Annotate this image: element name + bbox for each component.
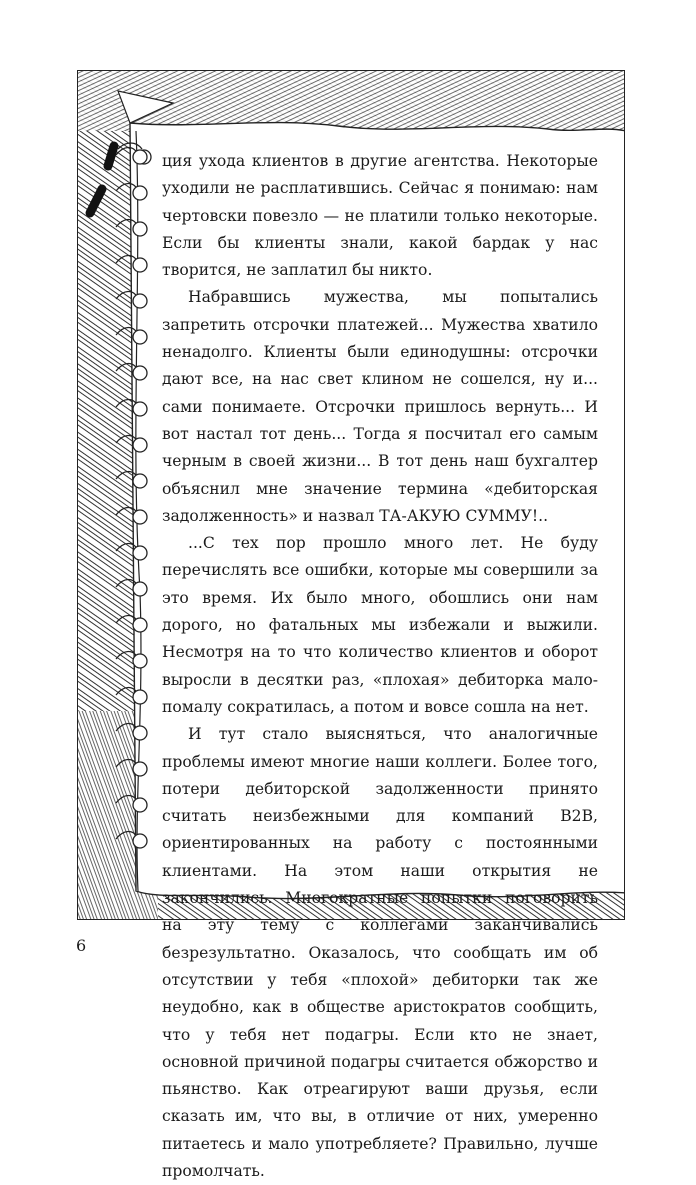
paragraph: И тут стало выясняться, что аналогичные проблемы имеют многие наши коллеги. Более того, потери дебиторской задолженности принято считать неизбежными для компаний B2B, ориентированных на работу с постоянными клиентами. На этом наши открытия не закончились. Многократные попытки поговорить на эту тему с коллегами заканчивались безрезультатно. Оказалось, что сообщать им об отсутствии у тебя «плохой» дебиторки так же неудобно, как в обществе аристократов сообщить, что у тебя нет подагры. Если кто не знает, основной причиной подагры считается обжорство и пьянство. Как отреагируют ваши друзья, если сказать им, что вы, в отличие от них, умеренно питаетесь и мало употребляете? Правильно, лучше промолчать.	[162, 725, 598, 1180]
paragraph: ...С тех пор прошло много лет. Не буду перечислять все ошибки, которые мы совершили за это время. Их было много, обошлись они нам дорого, но фатальных мы избежали и выжили. Несмотря на то что количество клиентов и оборот выросли в десятки раз, «плохая» дебиторка мало-помалу сократилась, а потом и вовсе сошла на нет.	[162, 534, 598, 716]
page-number: 6	[76, 936, 87, 955]
paragraph: Набравшись мужества, мы попытались запретить отсрочки платежей... Мужества хватило ненадолго. Клиенты были единодушны: отсрочки дают все, на нас свет клином не сошелся, ну и... сами понимаете. Отсрочки пришлось вернуть... И вот настал тот день... Тогда я посчитал его самым черным в своей жизни... В тот день наш бухгалтер объяснил мне значение термина «дебиторская задолженность» и назвал ТА-АКУЮ СУММУ!..	[162, 288, 598, 525]
paragraph: ция ухода клиентов в другие агентства. Некоторые уходили не расплатившись. Сейчас я понимаю: нам чертовски повезло — не платили только некоторые. Если бы клиенты знали, какой бардак у нас творится, не заплатил бы никто.	[162, 152, 598, 280]
body-text	[162, 148, 598, 1185]
